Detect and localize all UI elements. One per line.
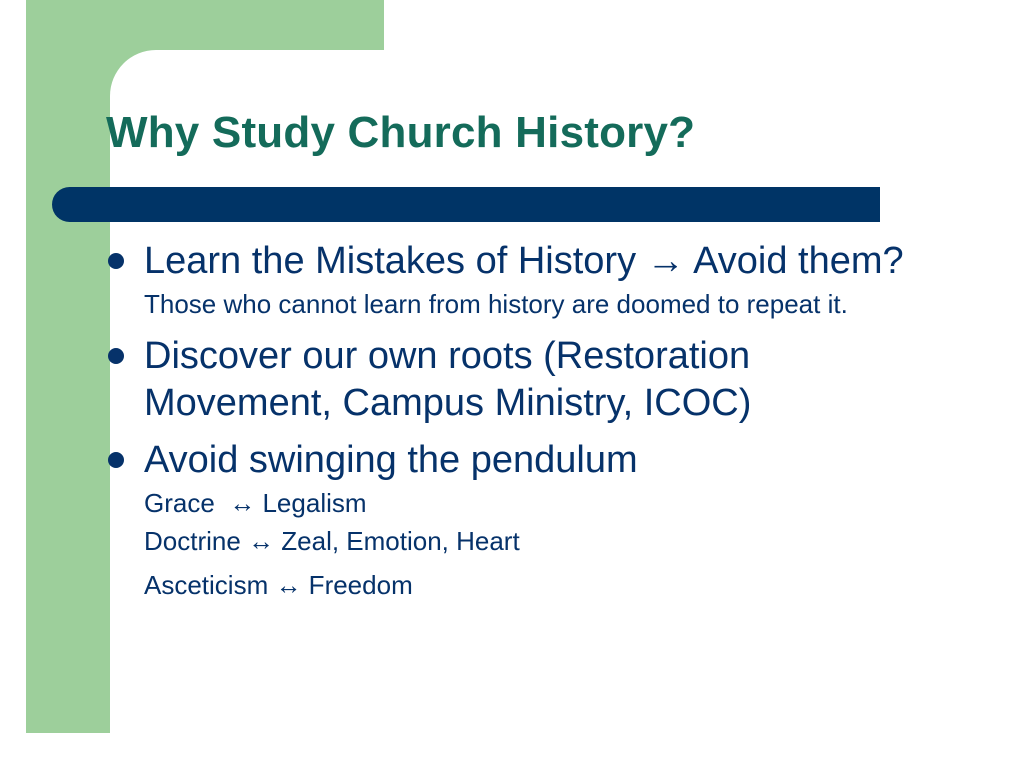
bullet-text: Avoid swinging the pendulum [144,439,638,481]
sub-line: Doctrine ↔ Zeal, Emotion, Heart [144,526,520,556]
bullet-dot-icon [108,348,124,364]
bullet-dot-icon [108,452,124,468]
sub-line: Asceticism ↔ Freedom [144,570,413,600]
bullet-note: Those who cannot learn from history are doomed to repeat it. [144,289,848,319]
bullet-text: Learn the Mistakes of History → Avoid them? [144,240,904,282]
bullet-text: Discover our own roots (Restoration Movement, Campus Ministry, ICOC) [144,335,752,424]
bullet-item [108,238,928,323]
bullet-dot-icon [108,253,124,269]
bullet-item [108,333,928,427]
slide-title: Why Study Church History? [106,108,696,157]
title-divider-bar [52,187,880,222]
bullet-item [108,437,928,604]
bullet-list [108,238,928,604]
sub-line: Grace ↔ Legalism [144,488,367,518]
